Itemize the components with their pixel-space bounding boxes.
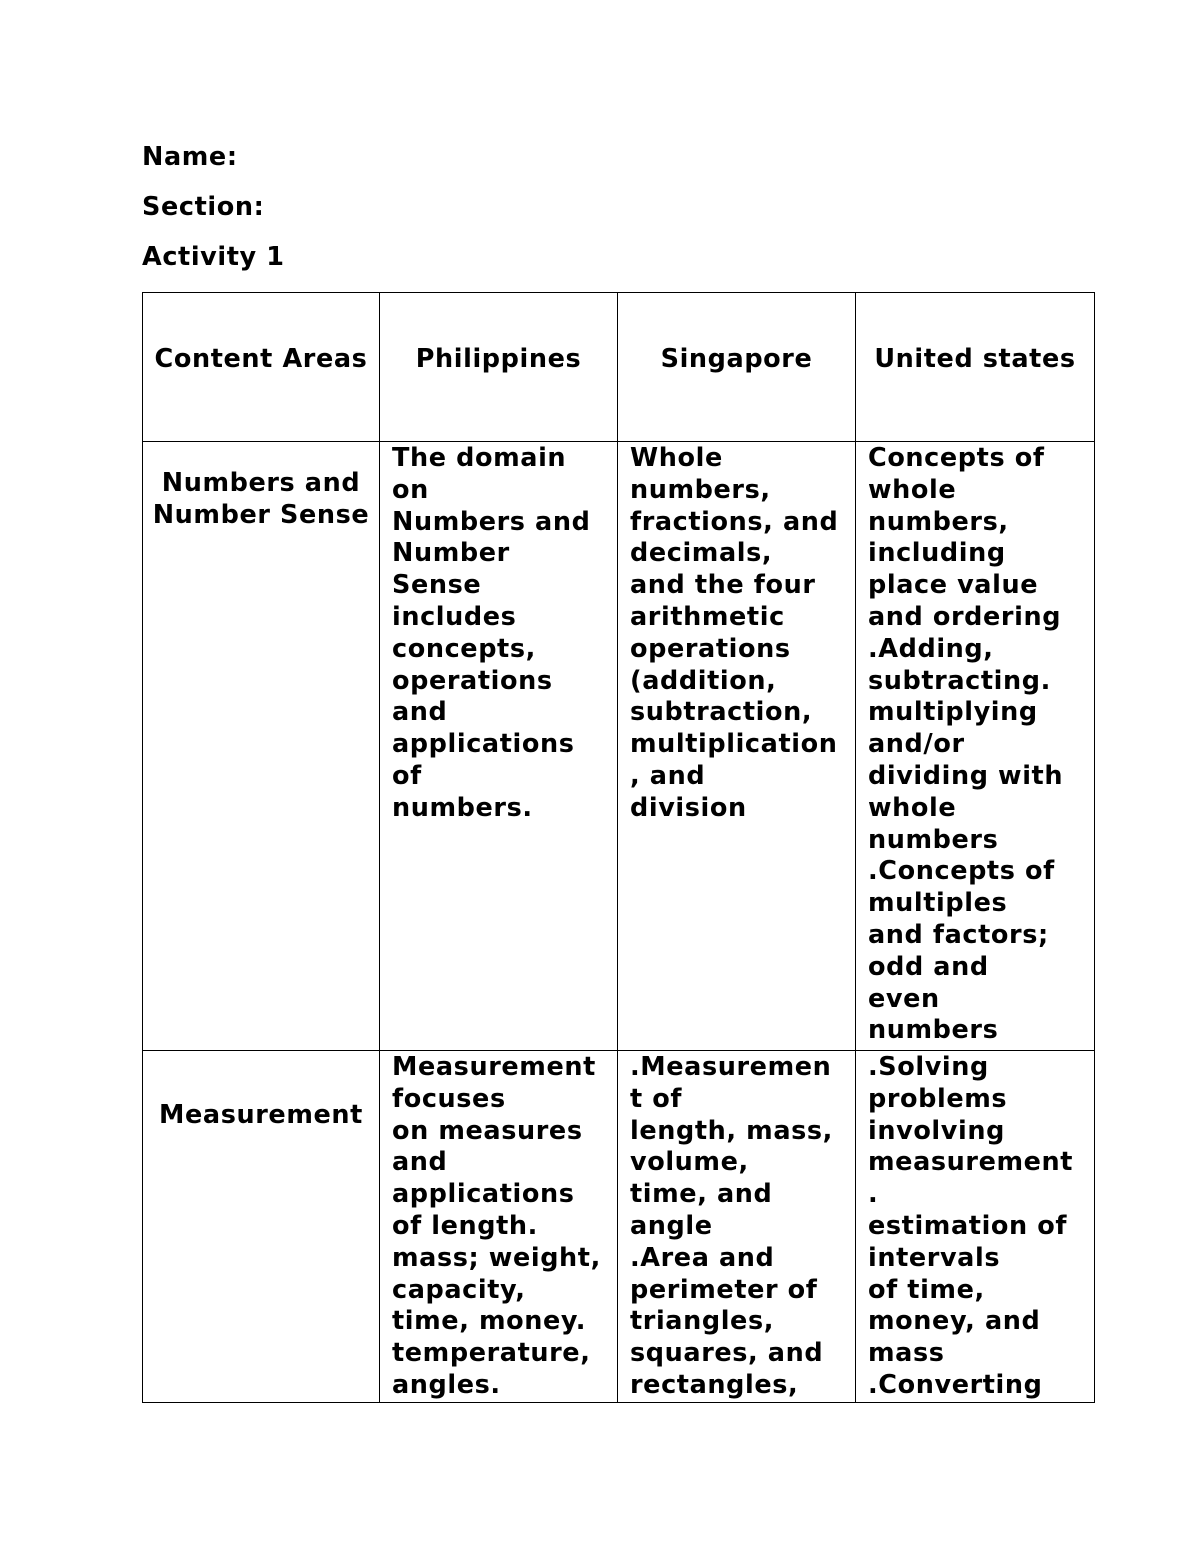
singapore-cell: .Measuremen t of length, mass, volume, time, and angle .Area and perimeter of triangles, squares, and rectangles, <box>618 1051 856 1403</box>
name-label: Name: <box>142 142 238 172</box>
activity-title: Activity 1 <box>142 242 285 272</box>
table-row <box>143 1051 1095 1403</box>
table-header-row <box>143 293 1095 442</box>
comparison-table <box>142 292 1095 1403</box>
header-philippines: Philippines <box>380 293 618 442</box>
content-area-cell: Numbers and Number Sense <box>143 442 380 1051</box>
philippines-cell: Measurement focuses on measures and applications of length. mass; weight, capacity, time, money. temperature, angles. <box>380 1051 618 1403</box>
united-states-cell: .Solving problems involving measurement . estimation of intervals of time, money, and mass .Converting <box>856 1051 1095 1403</box>
table-row <box>143 442 1095 1051</box>
header-content-areas: Content Areas <box>143 293 380 442</box>
header-united-states: United states <box>856 293 1095 442</box>
united-states-cell: Concepts of whole numbers, including place value and ordering .Adding, subtracting. multiplying and/or dividing with whole numbers .Concepts of multiples and factors; odd and even numbers <box>856 442 1095 1051</box>
philippines-cell: The domain on Numbers and Number Sense includes concepts, operations and applications of numbers. <box>380 442 618 1051</box>
header-singapore: Singapore <box>618 293 856 442</box>
content-area-cell: Measurement <box>143 1051 380 1403</box>
singapore-cell: Whole numbers, fractions, and decimals, and the four arithmetic operations (addition, subtraction, multiplication , and division <box>618 442 856 1051</box>
section-label: Section: <box>142 192 265 222</box>
